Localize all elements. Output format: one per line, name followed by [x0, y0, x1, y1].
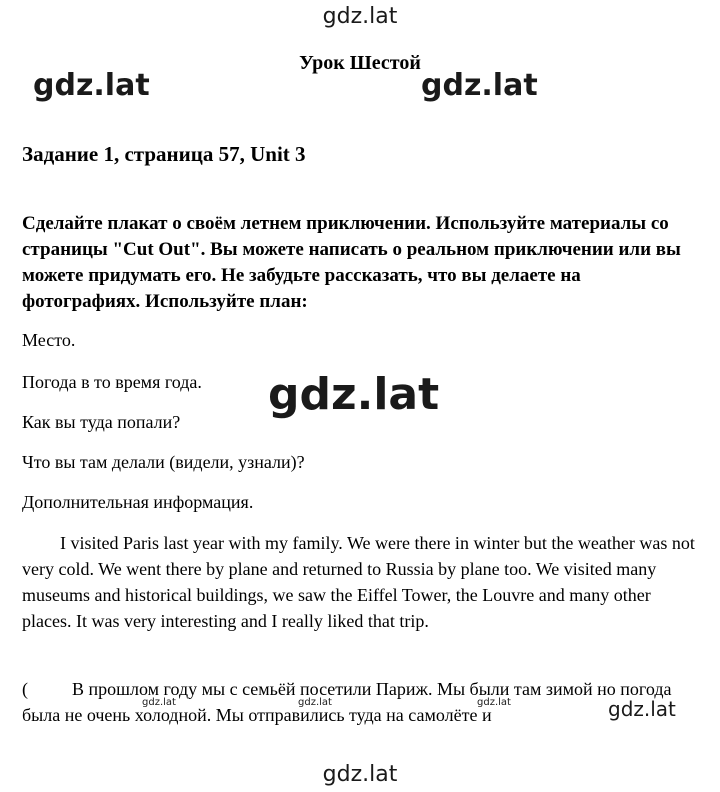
plan-item-travel: Как вы туда попали?	[22, 412, 181, 432]
plan-item-weather: Погода в то время года.	[22, 372, 202, 392]
watermark-left: gdz.lat	[33, 68, 150, 103]
watermark-right: gdz.lat	[421, 68, 538, 103]
task-heading: Задание 1, страница 57, Unit 3	[22, 142, 306, 166]
lesson-title: Урок Шестой	[299, 52, 421, 74]
translation-paragraph-ru	[22, 676, 698, 728]
task-instructions: Сделайте плакат о своём летнем приключении. Используйте материалы со страницы "Cut Out". Вы можете написать о реальном приключении или вы можете придумать его. Не забудьте рассказать, что вы делаете на фотографиях. Используйте план:	[22, 213, 681, 312]
watermark-line-end: gdz.lat	[608, 697, 676, 721]
story-paragraph-en: I visited Paris last year with my family. We were there in winter but the weather was not very cold. We went there by plane and returned to Russia by plane too. We visited many museums and historical buildings, we saw the Eiffel Tower, the Louvre and many other places. It was very interesting and I really liked that trip.	[22, 533, 695, 631]
translation-text: В прошлом году мы с семьёй посетили Париж. Мы были там зимой но погода была не очень холодной. Мы отправились туда на самолёте и	[22, 679, 672, 725]
watermark-top: gdz.lat	[322, 4, 398, 29]
plan-item-extra-info: Дополнительная информация.	[22, 492, 254, 512]
watermark-tiny: gdz.lat	[477, 697, 511, 708]
watermark-tiny: gdz.lat	[142, 697, 176, 708]
plan-item-activities: Что вы там делали (видели, узнали)?	[22, 452, 305, 472]
watermark-tiny: gdz.lat	[298, 697, 332, 708]
translation-open-paren: (	[22, 679, 28, 699]
watermark-bottom: gdz.lat	[322, 762, 398, 787]
plan-item-place: Место.	[22, 330, 76, 350]
watermark-center: gdz.lat	[268, 369, 440, 420]
